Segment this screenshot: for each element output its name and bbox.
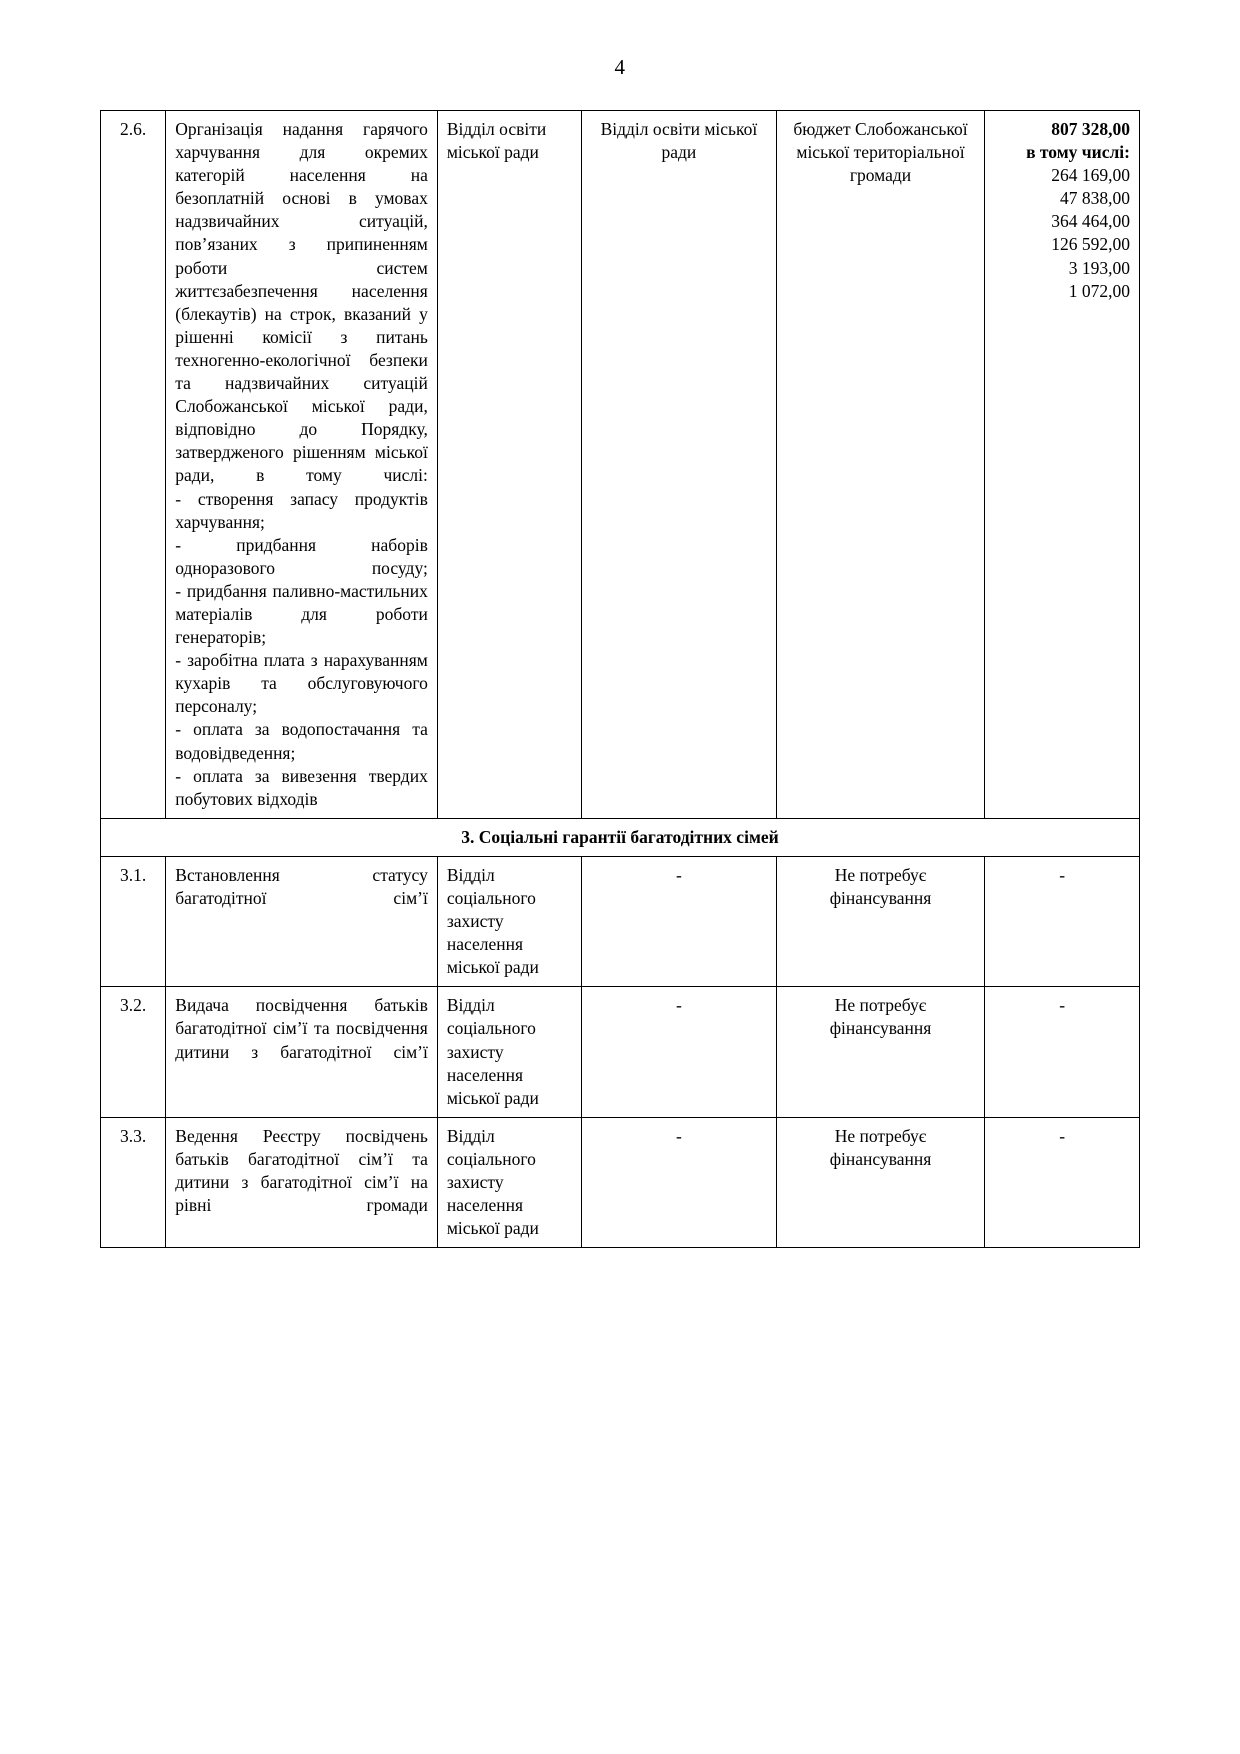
- row-amount: [985, 111, 1140, 819]
- row-executor: Відділ освіти міської ради: [437, 111, 581, 819]
- section-header: 3. Соціальні гарантії багатодітних сімей: [101, 818, 1140, 856]
- row-number: 3.3.: [101, 1117, 166, 1247]
- table-row: [101, 856, 1140, 986]
- row-participants: -: [582, 987, 777, 1117]
- measure-paragraph: Організація надання гарячого харчування для окремих категорій населення на безоплатній основі в умовах надзвичайних ситуацій, пов’язаних з припиненням роботи систем життєзабезпечення населення (блекаутів) на строк, вказаний у рішенні комісії з питань техногенно-екологічної безпеки та надзвичайних ситуацій Слобожанської міської ради, відповідно до Порядку, затвердженого рішенням міської ради, в тому числі:: [175, 119, 428, 486]
- row-measure: Ведення Реєстру посвідчень батьків багатодітної сім’ї та дитини з багатодітної сім’ї на рівні громади: [166, 1117, 438, 1247]
- row-number: 3.1.: [101, 856, 166, 986]
- page-number: 4: [614, 55, 626, 79]
- row-funding-source: бюджет Слобожанської міської територіальної громади: [776, 111, 984, 819]
- row-number: 2.6.: [101, 111, 166, 819]
- row-amount: -: [985, 1117, 1140, 1247]
- table-row: [101, 111, 1140, 819]
- row-funding-source: Не потребує фінансування: [776, 1117, 984, 1247]
- row-amount: -: [985, 856, 1140, 986]
- row-participants: -: [582, 856, 777, 986]
- amount-item: 264 169,00: [1051, 165, 1130, 186]
- row-executor: Відділ соціального захисту населення міської ради: [437, 856, 581, 986]
- amount-item: 364 464,00: [1051, 211, 1130, 232]
- row-amount: -: [985, 987, 1140, 1117]
- section-header-row: [101, 818, 1140, 856]
- program-measures-table: [100, 110, 1140, 1248]
- row-executor: Відділ соціального захисту населення міської ради: [437, 1117, 581, 1247]
- row-participants: Відділ освіти міської ради: [582, 111, 777, 819]
- measure-paragraph: - заробітна плата з нарахуванням кухарів та обслуговуючого персоналу;: [175, 650, 428, 717]
- amount-total-note: в тому числі:: [1026, 142, 1130, 163]
- measure-paragraph: - придбання паливно-мастильних матеріалів для роботи генераторів;: [175, 580, 428, 648]
- measure-paragraph: - створення запасу продуктів харчування;: [175, 488, 428, 532]
- amount-item: 47 838,00: [1060, 188, 1130, 209]
- table-row: [101, 987, 1140, 1117]
- row-number: 3.2.: [101, 987, 166, 1117]
- amount-total: 807 328,00: [1051, 119, 1130, 139]
- row-funding-source: Не потребує фінансування: [776, 856, 984, 986]
- row-executor: Відділ соціального захисту населення міської ради: [437, 987, 581, 1117]
- amount-item: 1 072,00: [1068, 280, 1130, 301]
- row-measure: Видача посвідчення батьків багатодітної сім’ї та посвідчення дитини з багатодітної сім’ї: [166, 987, 438, 1117]
- row-measure: [166, 111, 438, 819]
- row-funding-source: Не потребує фінансування: [776, 987, 984, 1117]
- row-measure: Встановлення статусу багатодітної сім’ї: [166, 856, 438, 986]
- measure-paragraph: - оплата за вивезення твердих побутових відходів: [175, 765, 428, 809]
- amount-item: 126 592,00: [1051, 234, 1130, 255]
- table-row: [101, 1117, 1140, 1247]
- measure-paragraph: - придбання наборів одноразового посуду;: [175, 534, 428, 578]
- amount-item: 3 193,00: [1068, 257, 1130, 278]
- row-participants: -: [582, 1117, 777, 1247]
- measure-paragraph: - оплата за водопостачання та водовідведення;: [175, 719, 428, 763]
